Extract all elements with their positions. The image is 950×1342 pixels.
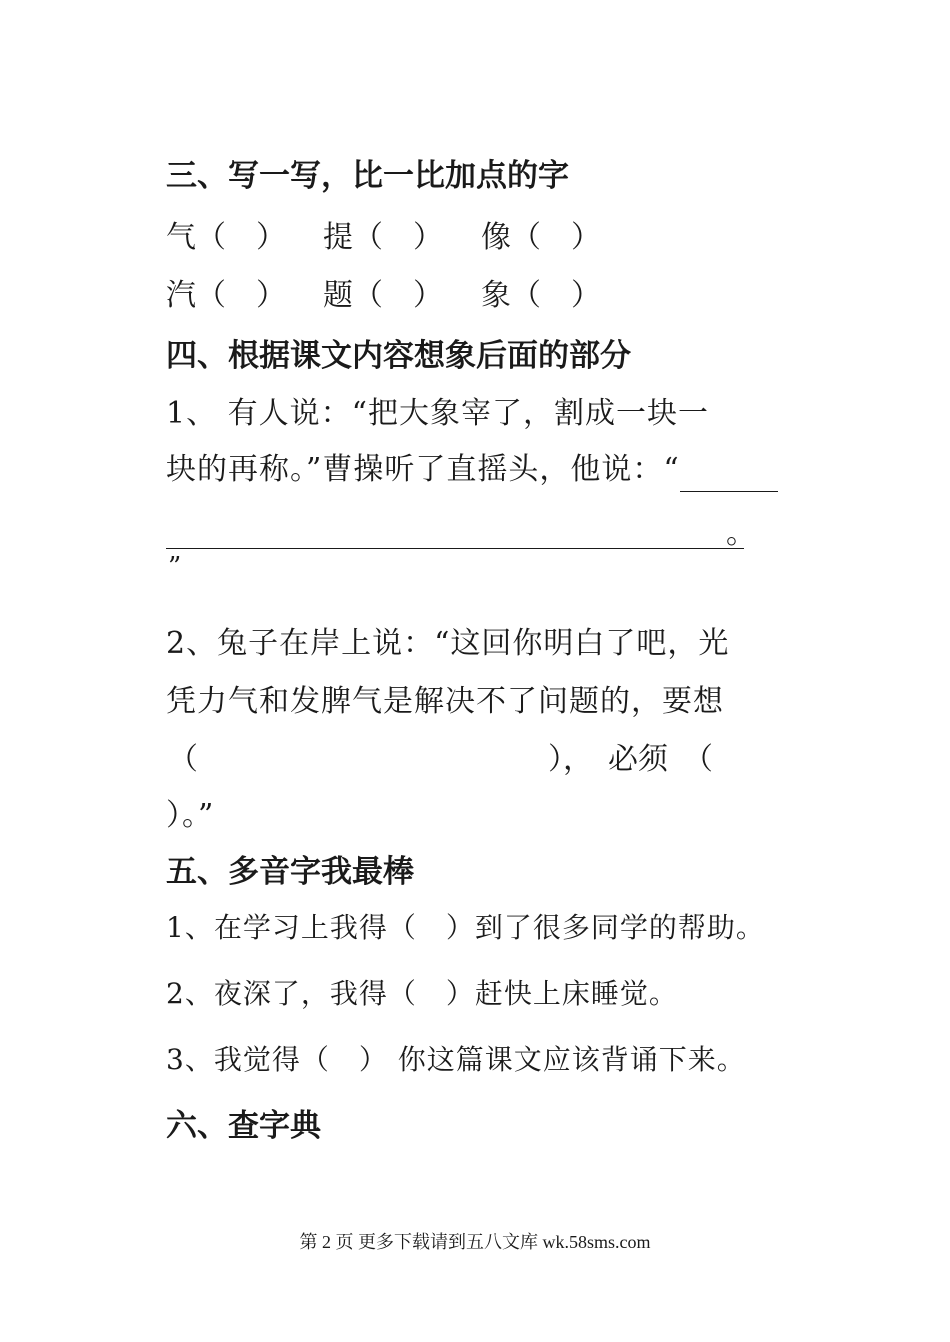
q1-line1: 1、 有人说：“把大象宰了，割成一块一 [166,396,709,431]
char-blank-xiang2: 象（ ） [481,278,601,313]
q1-line2: 块的再称。”曹操听了直摇头，他说：“ [166,452,680,487]
section6-title: 六、查字典 [166,1108,321,1144]
char-blank-qi: 气（ ） [166,220,286,255]
q2-line1: 2、兔子在岸上说：“这回你明白了吧，光 [166,626,730,661]
section3-title: 三、写一写，比一比加点的字 [166,158,569,194]
q1-answer-underline-1 [680,491,778,492]
polyphone-item-3: 3、我觉得（ ） 你这篇课文应该背诵下来。 [166,1043,746,1076]
q2-open-paren: （ [168,742,198,777]
char-blank-qi2: 汽（ ） [166,278,286,313]
polyphone-item-1: 1、在学习上我得（ ）到了很多同学的帮助。 [166,911,765,944]
q2-line4: ）。” [166,798,215,833]
q1-close-quote: ” [168,552,182,582]
char-blank-ti2: 题（ ） [323,278,443,313]
q2-middle: ）， 必须 （ [548,742,713,777]
section5-title: 五、多音字我最棒 [166,854,414,890]
char-blank-ti: 提（ ） [323,220,443,255]
page-footer: 第 2 页 更多下载请到五八文库 wk.58sms.com [299,1232,651,1252]
polyphone-item-2: 2、夜深了，我得（ ）赶快上床睡觉。 [166,977,678,1010]
q1-end-period: 。 [726,516,756,551]
q2-line2: 凭力气和发脾气是解决不了问题的，要想 [166,684,724,719]
char-blank-xiang: 像（ ） [481,220,601,255]
q1-answer-underline-2 [166,548,744,549]
section4-title: 四、根据课文内容想象后面的部分 [166,338,631,374]
